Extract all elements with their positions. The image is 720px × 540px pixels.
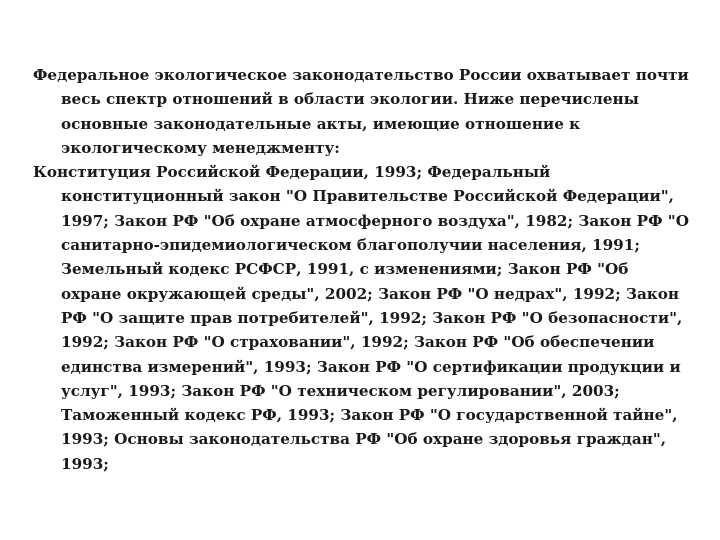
laws-list-paragraph: Конституция Российской Федерации, 1993; Федеральный конституционный закон "О Правительстве Российской Федерации", 1997; Закон РФ "Об охране атмосферного воздуха", 1982; Закон РФ "О санитарно-эпидемиологическом благополучии населения, 1991; Земельный кодекс РСФСР, 1991, с изменениями; Закон РФ "Об охране окружающей среды", 2002; Закон РФ "О недрах", 1992; Закон РФ "О защите прав потребителей", 1992; Закон РФ "О безопасности", 1992; Закон РФ "О страховании", 1992; Закон РФ "Об обеспечении единства измерений", 1993; Закон РФ "О сертификации продукции и услуг", 1993; Закон РФ "О техническом регулировании", 2003; Таможенный кодекс РФ, 1993; Закон РФ "О государственной тайне", 1993; Основы законодательства РФ "Об охране здоровья граждан", 1993;	[33, 163, 689, 473]
text-body	[33, 63, 693, 476]
intro-paragraph: Федеральное экологическое законодательство России охватывает почти весь спектр отношений в области экологии. Ниже перечислены основные законодательные акты, имеющие отношение к экологическому менеджменту:	[33, 66, 689, 157]
